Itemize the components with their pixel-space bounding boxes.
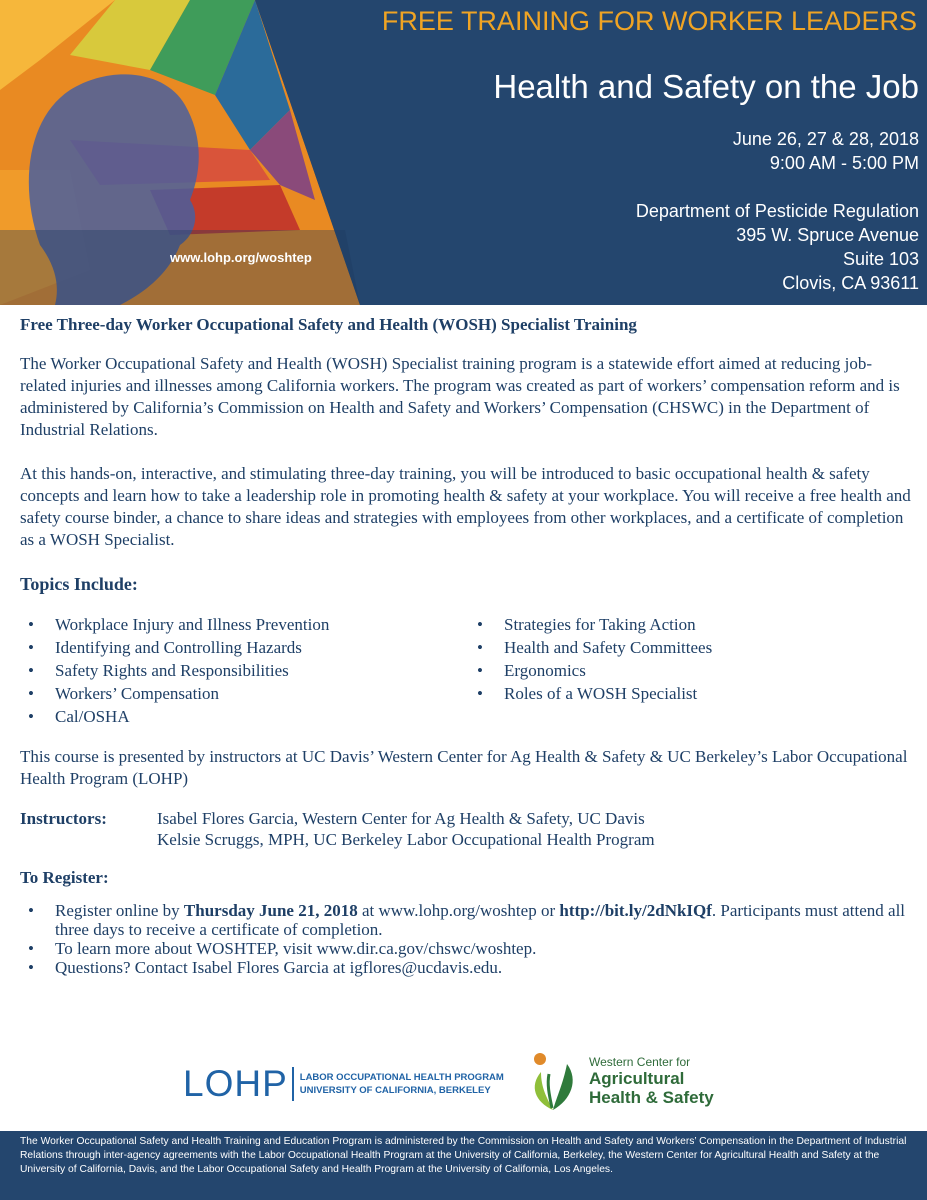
western-center-logo bbox=[523, 1050, 714, 1112]
topic-item: • Workers’ Compensation bbox=[20, 682, 469, 705]
presenters-note: This course is presented by instructors at UC Davis’ Western Center for Ag Health & Safety & UC Berkeley’s Labor Occupational Health Program (LOHP) bbox=[20, 747, 908, 788]
topic-item: • Identifying and Controlling Hazards bbox=[20, 636, 469, 659]
register-item-contact[interactable]: • Questions? Contact Isabel Flores Garcia at igflores@ucdavis.edu. bbox=[20, 958, 915, 977]
topic-item: • Roles of a WOSH Specialist bbox=[469, 682, 712, 705]
sprout-person-icon bbox=[523, 1050, 583, 1112]
register-item-online: • Register online by Thursday June 21, 2018 at www.lohp.org/woshtep or http://bit.ly/2dNkIQf. Participants must attend all three days to receive a certificate of completion. bbox=[20, 901, 915, 939]
training-subhead: Free Three-day Worker Occupational Safety and Health (WOSH) Specialist Training bbox=[20, 315, 637, 334]
venue-street: 395 W. Spruce Avenue bbox=[736, 225, 919, 245]
program-description: The Worker Occupational Safety and Health (WOSH) Specialist training program is a statewide effort aimed at reducing job-related injuries and illnesses among California workers. The program was created as part of workers’ compensation reform and is administered by California’s Commission on Health and Safety and Workers’ Compensation (CHSWC) in the Department of Industrial Relations. bbox=[20, 354, 900, 439]
topics-list bbox=[20, 613, 915, 728]
lohp-tagline: LABOR OCCUPATIONAL HEALTH PROGRAM UNIVERSITY OF CALIFORNIA, BERKELEY bbox=[299, 1072, 504, 1096]
instructors-block bbox=[20, 808, 915, 850]
topics-heading: Topics Include: bbox=[20, 574, 138, 594]
training-description: At this hands-on, interactive, and stimulating three-day training, you will be introduced to basic occupational health & safety concepts and learn how to take a leadership role in promoting health & safety at your workplace. You will receive a free health and safety course binder, a chance to share ideas and strategies with employees from other workplaces, and a certificate of completion as a WOSH Specialist. bbox=[20, 464, 911, 549]
date-line: June 26, 27 & 28, 2018 bbox=[732, 129, 919, 149]
instructors-list bbox=[157, 808, 655, 850]
venue-city: Clovis, CA 93611 bbox=[782, 273, 919, 293]
page-title: Health and Safety on the Job bbox=[493, 68, 919, 105]
topic-item: • Safety Rights and Responsibilities bbox=[20, 659, 469, 682]
topic-item: • Cal/OSHA bbox=[20, 705, 469, 728]
topic-item: • Workplace Injury and Illness Prevention bbox=[20, 613, 469, 636]
venue-suite: Suite 103 bbox=[842, 249, 919, 269]
topic-item: • Health and Safety Committees bbox=[469, 636, 712, 659]
time-line: 9:00 AM - 5:00 PM bbox=[769, 153, 919, 173]
lohp-divider bbox=[292, 1067, 294, 1101]
topic-item: • Strategies for Taking Action bbox=[469, 613, 712, 636]
website-url[interactable]: www.lohp.org/woshtep bbox=[170, 250, 312, 265]
event-dates bbox=[733, 127, 919, 175]
register-heading: To Register: bbox=[20, 868, 109, 887]
register-short-link[interactable]: http://bit.ly/2dNkIQf bbox=[559, 901, 712, 920]
register-list bbox=[20, 901, 915, 977]
instructors-label: Instructors: bbox=[20, 809, 107, 828]
kicker-headline: FREE TRAINING FOR WORKER LEADERS bbox=[381, 6, 917, 36]
footer-disclaimer: The Worker Occupational Safety and Health Training and Education Program is administered by the Commission on Health and Safety and Workers’ Compensation in the Department of Industrial Relations through inter-agency agreements with the Labor Occupational Health Program at the University of California, Berkeley, the Western Center for Agricultural Health and Safety at the University of California, Davis, and the Labor Occupational Safety and Health Program at the University of California, Los Angeles. bbox=[0, 1131, 927, 1200]
event-venue bbox=[636, 199, 919, 295]
lohp-logo bbox=[183, 1063, 504, 1105]
lohp-wordmark: LOHP bbox=[183, 1063, 288, 1104]
instructor-name: Kelsie Scruggs, MPH, UC Berkeley Labor Occupational Health Program bbox=[157, 830, 655, 849]
header-banner bbox=[0, 0, 927, 305]
register-deadline: Thursday June 21, 2018 bbox=[183, 901, 358, 920]
topics-column-left bbox=[20, 613, 469, 728]
topics-column-right bbox=[469, 613, 712, 728]
western-center-text: Western Center for Agricultural Health & Safety bbox=[589, 1055, 714, 1107]
topic-item: • Ergonomics bbox=[469, 659, 712, 682]
register-item-learn-more[interactable]: • To learn more about WOSHTEP, visit www.dir.ca.gov/chswc/woshtep. bbox=[20, 939, 915, 958]
main-content bbox=[20, 314, 915, 977]
venue-name: Department of Pesticide Regulation bbox=[635, 201, 919, 221]
instructor-name: Isabel Flores Garcia, Western Center for Ag Health & Safety, UC Davis bbox=[157, 809, 645, 828]
